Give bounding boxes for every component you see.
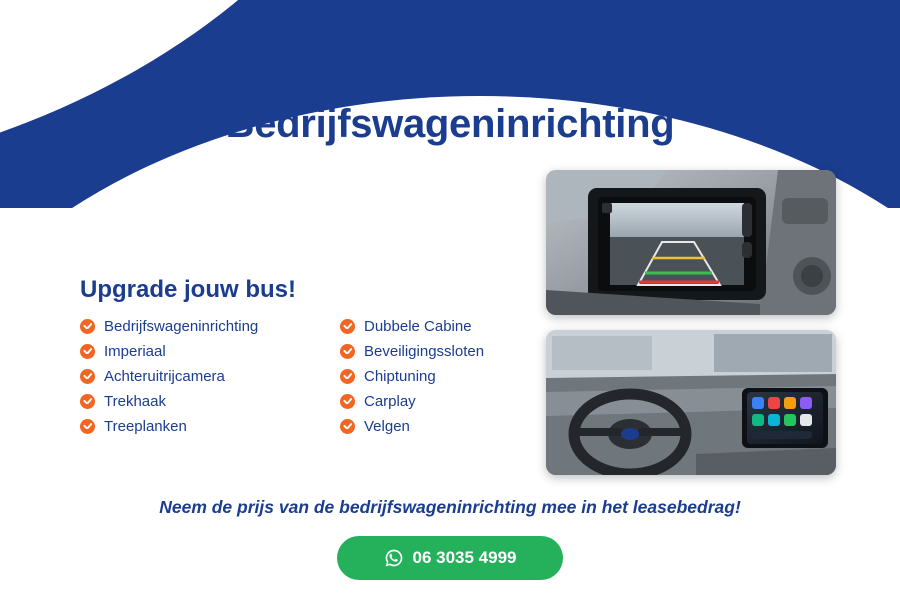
feature-label: Carplay	[364, 393, 416, 410]
feature-columns	[80, 318, 540, 435]
upgrade-section	[80, 276, 540, 435]
upgrade-title: Upgrade jouw bus!	[80, 276, 296, 303]
whatsapp-icon	[384, 548, 404, 568]
phone-number-label: 06 3035 4999	[412, 548, 517, 567]
lease-note: Neem de prijs van de bedrijfswageninrichting mee in het leasebedrag!	[159, 497, 741, 517]
whatsapp-phone-button[interactable]	[337, 536, 563, 580]
feature-label: Dubbele Cabine	[364, 318, 472, 335]
feature-column-left	[80, 318, 312, 435]
brand-logo	[0, 20, 900, 86]
feature-item	[80, 343, 312, 360]
feature-item	[80, 368, 312, 385]
feature-item	[80, 418, 312, 435]
feature-item	[80, 318, 312, 335]
feature-label: Bedrijfswageninrichting	[104, 318, 259, 335]
reversing-camera-display-photo	[546, 170, 836, 315]
feature-item	[340, 393, 540, 410]
feature-label: Treeplanken	[104, 418, 187, 435]
feature-item	[80, 393, 312, 410]
check-icon	[340, 319, 355, 334]
feature-item	[340, 343, 540, 360]
feature-label: Beveiligingssloten	[364, 343, 485, 360]
check-icon	[80, 319, 95, 334]
feature-label: Achteruitrijcamera	[104, 368, 225, 385]
feature-label: Trekhaak	[104, 393, 166, 410]
check-icon	[340, 344, 355, 359]
cockpit-carplay-image	[546, 330, 836, 475]
check-icon	[340, 394, 355, 409]
cockpit-carplay-photo	[546, 330, 836, 475]
check-icon	[80, 419, 95, 434]
check-icon	[80, 344, 95, 359]
feature-column-right	[340, 318, 540, 435]
feature-label: Chiptuning	[364, 368, 436, 385]
feature-label: Imperiaal	[104, 343, 166, 360]
feature-item	[340, 318, 540, 335]
check-icon	[80, 394, 95, 409]
check-icon	[340, 369, 355, 384]
check-icon	[80, 369, 95, 384]
av-logo-icon	[389, 20, 511, 72]
reversing-camera-display-image	[546, 170, 836, 315]
feature-item	[340, 418, 540, 435]
feature-item	[340, 368, 540, 385]
brand-logo-subtitle: AUTOMOTIVE	[398, 74, 502, 86]
page-title: Bedrijfswageninrichting	[225, 102, 675, 146]
check-icon	[340, 419, 355, 434]
feature-label: Velgen	[364, 418, 410, 435]
